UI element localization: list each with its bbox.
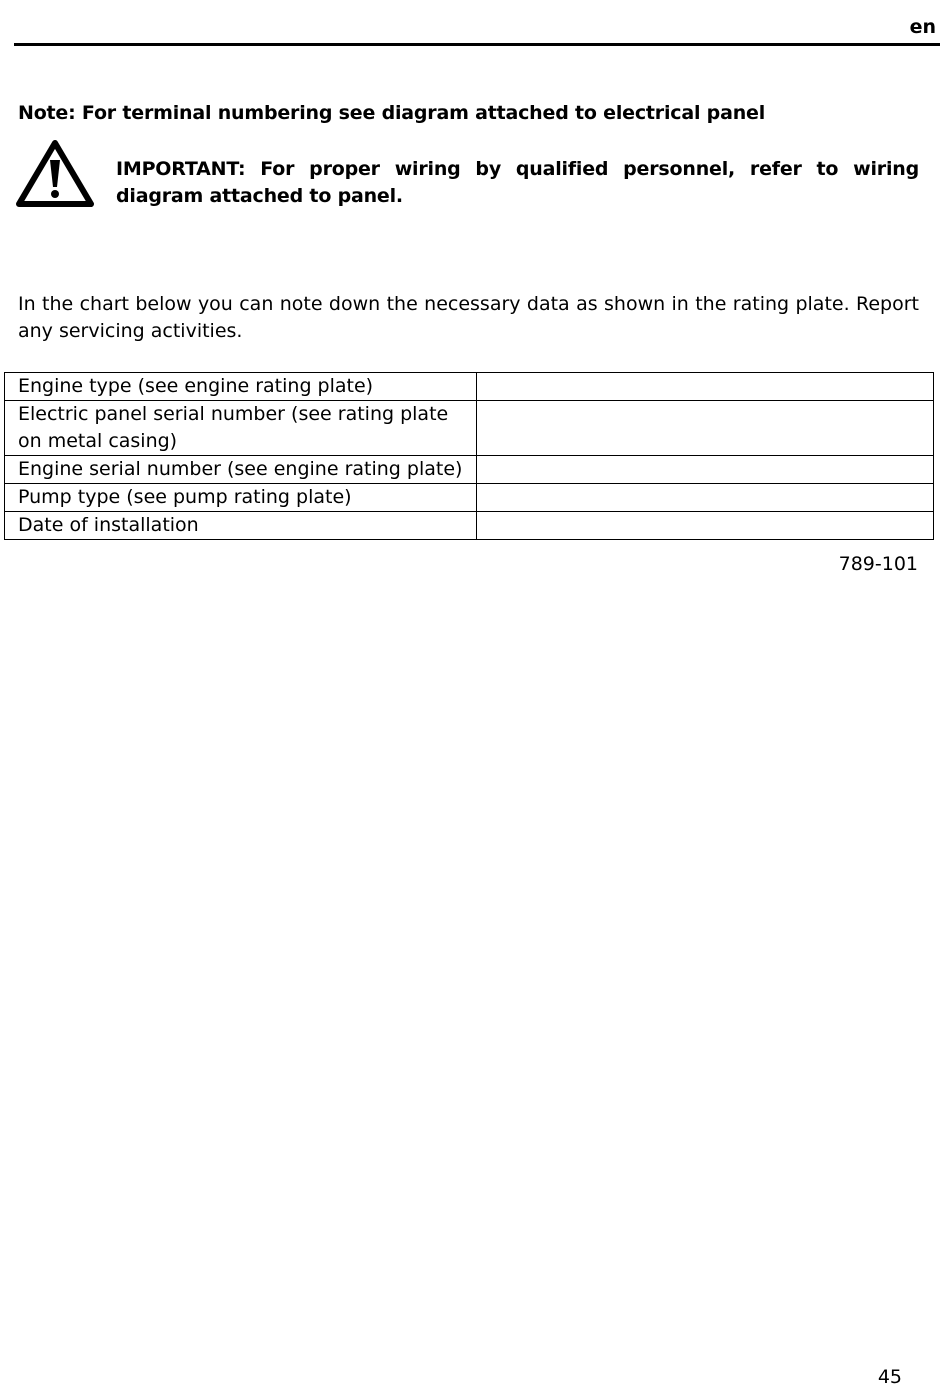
rating-data-table bbox=[4, 372, 934, 540]
table-row bbox=[5, 401, 934, 456]
document-code: 789-101 bbox=[838, 553, 918, 575]
important-wiring-notice: IMPORTANT: For proper wiring by qualified personnel, refer to wiring diagram attached to panel. bbox=[116, 158, 919, 207]
row-label: Date of installation bbox=[5, 512, 477, 540]
row-label: Electric panel serial number (see rating plate on metal casing) bbox=[5, 401, 477, 456]
row-value[interactable] bbox=[477, 373, 934, 401]
row-label: Engine type (see engine rating plate) bbox=[5, 373, 477, 401]
row-value[interactable] bbox=[477, 512, 934, 540]
warning-triangle-icon bbox=[16, 140, 94, 208]
header-rule bbox=[14, 43, 940, 46]
language-code: en bbox=[909, 16, 936, 38]
table-row bbox=[5, 456, 934, 484]
row-value[interactable] bbox=[477, 456, 934, 484]
page-number: 45 bbox=[877, 1366, 902, 1388]
table-row bbox=[5, 373, 934, 401]
row-value[interactable] bbox=[477, 484, 934, 512]
row-label: Pump type (see pump rating plate) bbox=[5, 484, 477, 512]
intro-paragraph: In the chart below you can note down the necessary data as shown in the rating plate. Report any servicing activities. bbox=[18, 293, 919, 342]
table-row bbox=[5, 484, 934, 512]
row-label: Engine serial number (see engine rating plate) bbox=[5, 456, 477, 484]
table-row bbox=[5, 512, 934, 540]
terminal-note: Note: For terminal numbering see diagram attached to electrical panel bbox=[18, 102, 766, 124]
row-value[interactable] bbox=[477, 401, 934, 456]
